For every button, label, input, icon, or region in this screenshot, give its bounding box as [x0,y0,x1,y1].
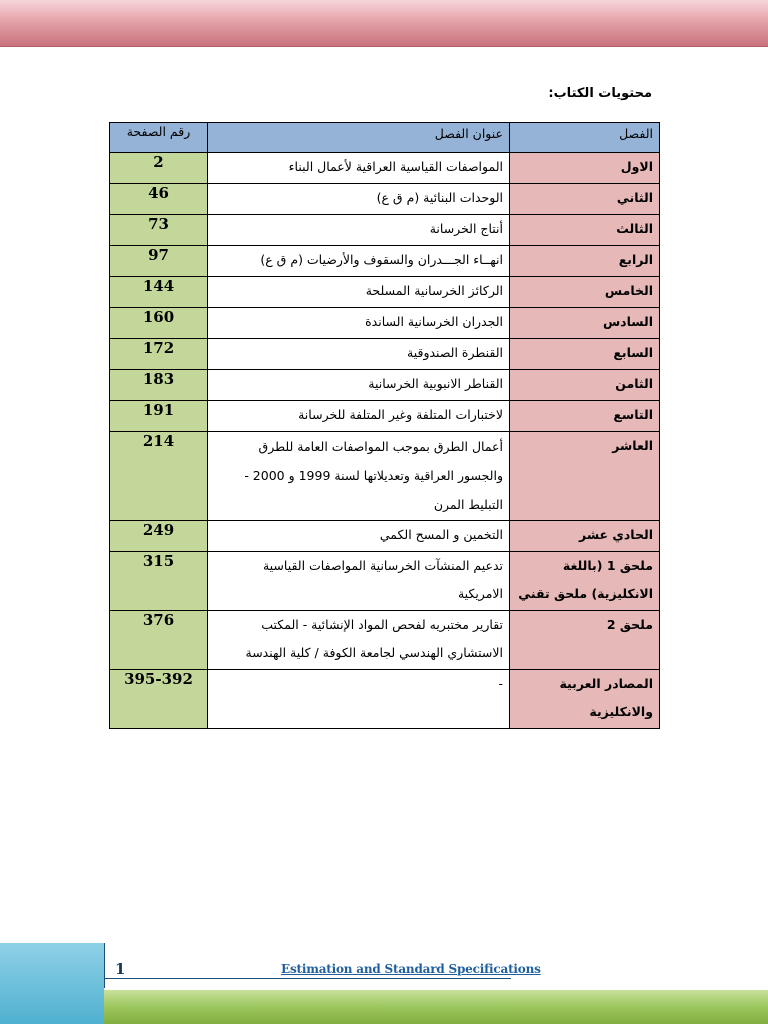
row-title: المواصفات القياسية العراقية لأعمال البناء [208,153,510,184]
table-header-row [110,123,660,153]
row-title: تقارير مختبريه لفحص المواد الإنشائية - المكتب الاستشاري الهندسي لجامعة الكوفة / كلية الهندسة [208,611,510,670]
table-row [110,432,660,521]
row-title: - [208,670,510,729]
row-chapter: الخامس [510,277,660,308]
row-page-number: 97 [110,246,208,277]
table-row [110,246,660,277]
row-title: الوحدات البنائية (م ق ع) [208,184,510,215]
row-title: تدعيم المنشآت الخرسانية المواصفات القياسية الامريكية [208,552,510,611]
header-page-number: رقم الصفحة [110,123,208,153]
table-row [110,401,660,432]
table-row [110,339,660,370]
table-row [110,552,660,611]
footer-divider [105,978,511,979]
row-page-number: 315 [110,552,208,611]
row-chapter: السادس [510,308,660,339]
row-title: الجدران الخرسانية الساندة [208,308,510,339]
table-row [110,670,660,729]
table-row [110,153,660,184]
footer-divider-vertical [104,943,105,988]
row-chapter: الاول [510,153,660,184]
header-chapter-title: عنوان الفصل [208,123,510,153]
top-decorative-band [0,0,768,47]
table-of-contents [109,122,660,729]
row-page-number: 144 [110,277,208,308]
row-title: لاختبارات المتلفة وغير المتلفة للخرسانة [208,401,510,432]
row-page-number: 191 [110,401,208,432]
row-chapter: الثالث [510,215,660,246]
row-page-number: 395-392 [110,670,208,729]
row-page-number: 46 [110,184,208,215]
row-page-number: 214 [110,432,208,521]
table-row [110,277,660,308]
row-title: أعمال الطرق بموجب المواصفات العامة للطرق والجسور العراقية وتعديلاتها لسنة 1999 و 2000 - التبليط المرن [208,432,510,521]
header-chapter: الفصل [510,123,660,153]
row-page-number: 249 [110,521,208,552]
row-page-number: 183 [110,370,208,401]
row-chapter: الثاني [510,184,660,215]
row-chapter: الحادي عشر [510,521,660,552]
row-page-number: 2 [110,153,208,184]
footer-book-title: Estimation and Standard Specifications [281,962,541,976]
page-heading: محتويات الكتاب: [548,86,652,101]
row-chapter: الرابع [510,246,660,277]
row-chapter: العاشر [510,432,660,521]
row-chapter: الثامن [510,370,660,401]
row-title: التخمين و المسح الكمي [208,521,510,552]
row-page-number: 160 [110,308,208,339]
table-row [110,215,660,246]
table-row [110,370,660,401]
table-row [110,611,660,670]
row-chapter: السابع [510,339,660,370]
row-chapter: ملحق 1 (باللغة الانكليزية) ملحق تقني [510,552,660,611]
footer-decorative-block [0,943,104,1024]
row-title: القنطرة الصندوقية [208,339,510,370]
row-title: انهــاء الجـــدران والسقوف والأرضيات (م ق ع) [208,246,510,277]
row-chapter: التاسع [510,401,660,432]
bottom-decorative-band [104,990,768,1024]
page-number: 1 [115,960,126,978]
table-row [110,308,660,339]
row-title: الركائز الخرسانية المسلحة [208,277,510,308]
table-row [110,521,660,552]
row-title: القناطر الانبوبية الخرسانية [208,370,510,401]
row-title: أنتاج الخرسانة [208,215,510,246]
row-page-number: 376 [110,611,208,670]
table-row [110,184,660,215]
row-page-number: 172 [110,339,208,370]
row-page-number: 73 [110,215,208,246]
row-chapter: المصادر العربية والانكليزية [510,670,660,729]
row-chapter: ملحق 2 [510,611,660,670]
